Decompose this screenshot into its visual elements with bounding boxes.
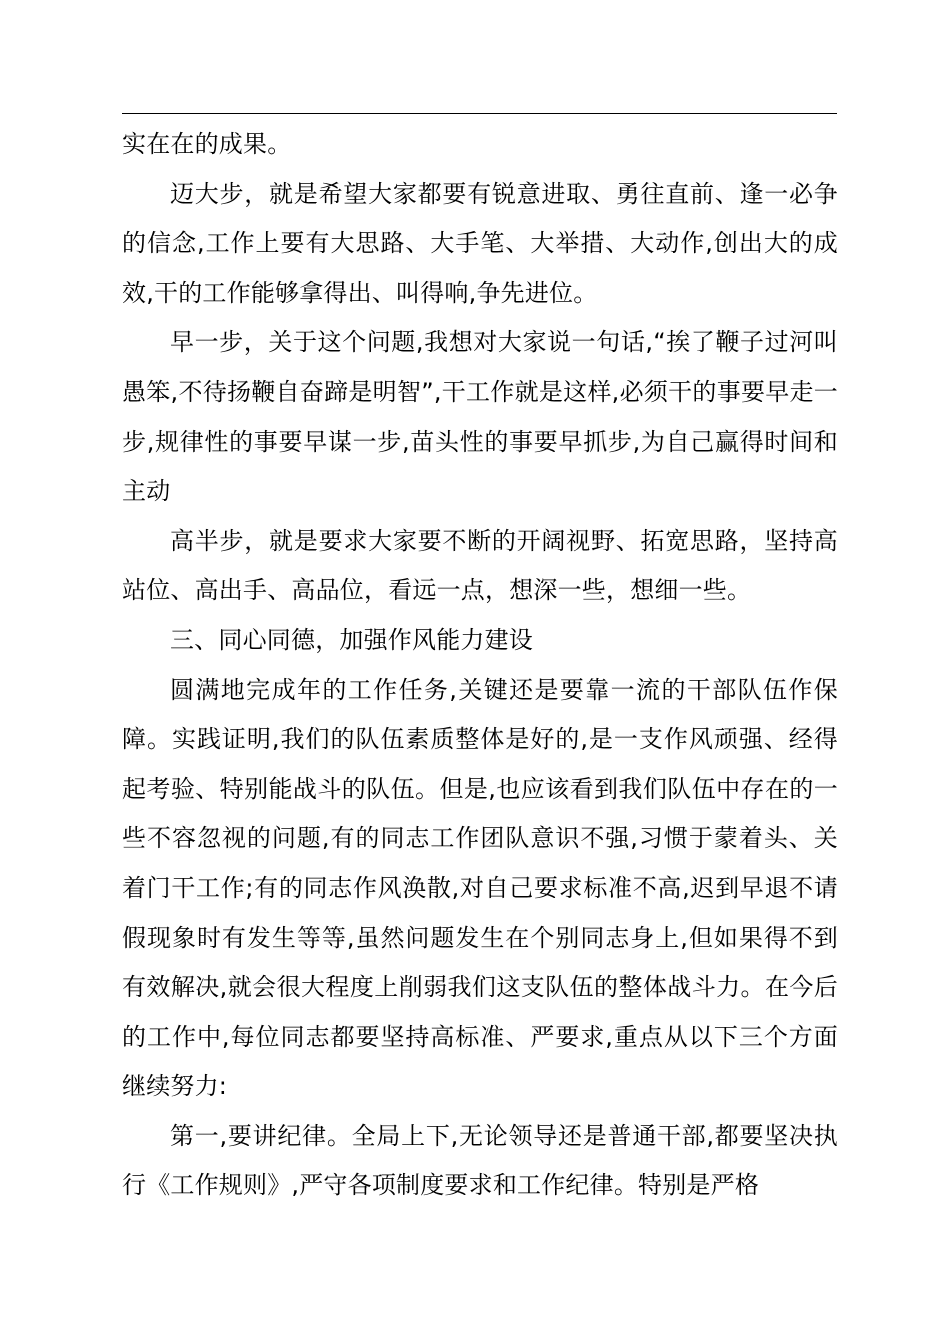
document-body xyxy=(122,120,838,1211)
paragraph-continuation: 实在在的成果。 xyxy=(122,130,292,158)
paragraph-zao-yi-bu: 早一步，关于这个问题,我想对大家说一句话,“挨了鞭子过河叫愚笨,不待扬鞭自奋蹄是明智”,干工作就是这样,必须干的事要早走一步,规律性的事要早谋一步,苗头性的事要早抓步,为自己赢得时间和主动 xyxy=(122,328,838,506)
header-rule xyxy=(122,113,837,114)
section-heading-three: 三、同心同德，加强作风能力建设 xyxy=(170,625,533,654)
paragraph-discipline: 第一,要讲纪律。全局上下,无论领导还是普通干部,都要坚决执行《工作规则》,严守各项制度要求和工作纪律。特别是严格 xyxy=(122,1121,838,1200)
paragraph-gao-ban-bu: 高半步，就是要求大家要不断的开阔视野、拓宽思路，坚持高站位、高出手、高品位，看远一点，想深一些，想细一些。 xyxy=(122,526,838,605)
paragraph-team-building: 圆满地完成年的工作任务,关键还是要靠一流的干部队伍作保障。实践证明,我们的队伍素质整体是好的,是一支作风顽强、经得起考验、特别能战斗的队伍。但是,也应该看到我们队伍中存在的一些不容忽视的问题,有的同志工作团队意识不强,习惯于蒙着头、关着门干工作;有的同志作风涣散,对自己要求标准不高,迟到早退不请假现象时有发生等等,虽然问题发生在个别同志身上,但如果得不到有效解决,就会很大程度上削弱我们这支队伍的整体战斗力。在今后的工作中,每位同志都要坚持高标准、严要求,重点从以下三个方面继续努力: xyxy=(122,675,838,1101)
paragraph-mai-da-bu: 迈大步，就是希望大家都要有锐意进取、勇往直前、逢一必争的信念,工作上要有大思路、大手笔、大举措、大动作,创出大的成效,干的工作能够拿得出、叫得响,争先进位。 xyxy=(122,179,838,307)
